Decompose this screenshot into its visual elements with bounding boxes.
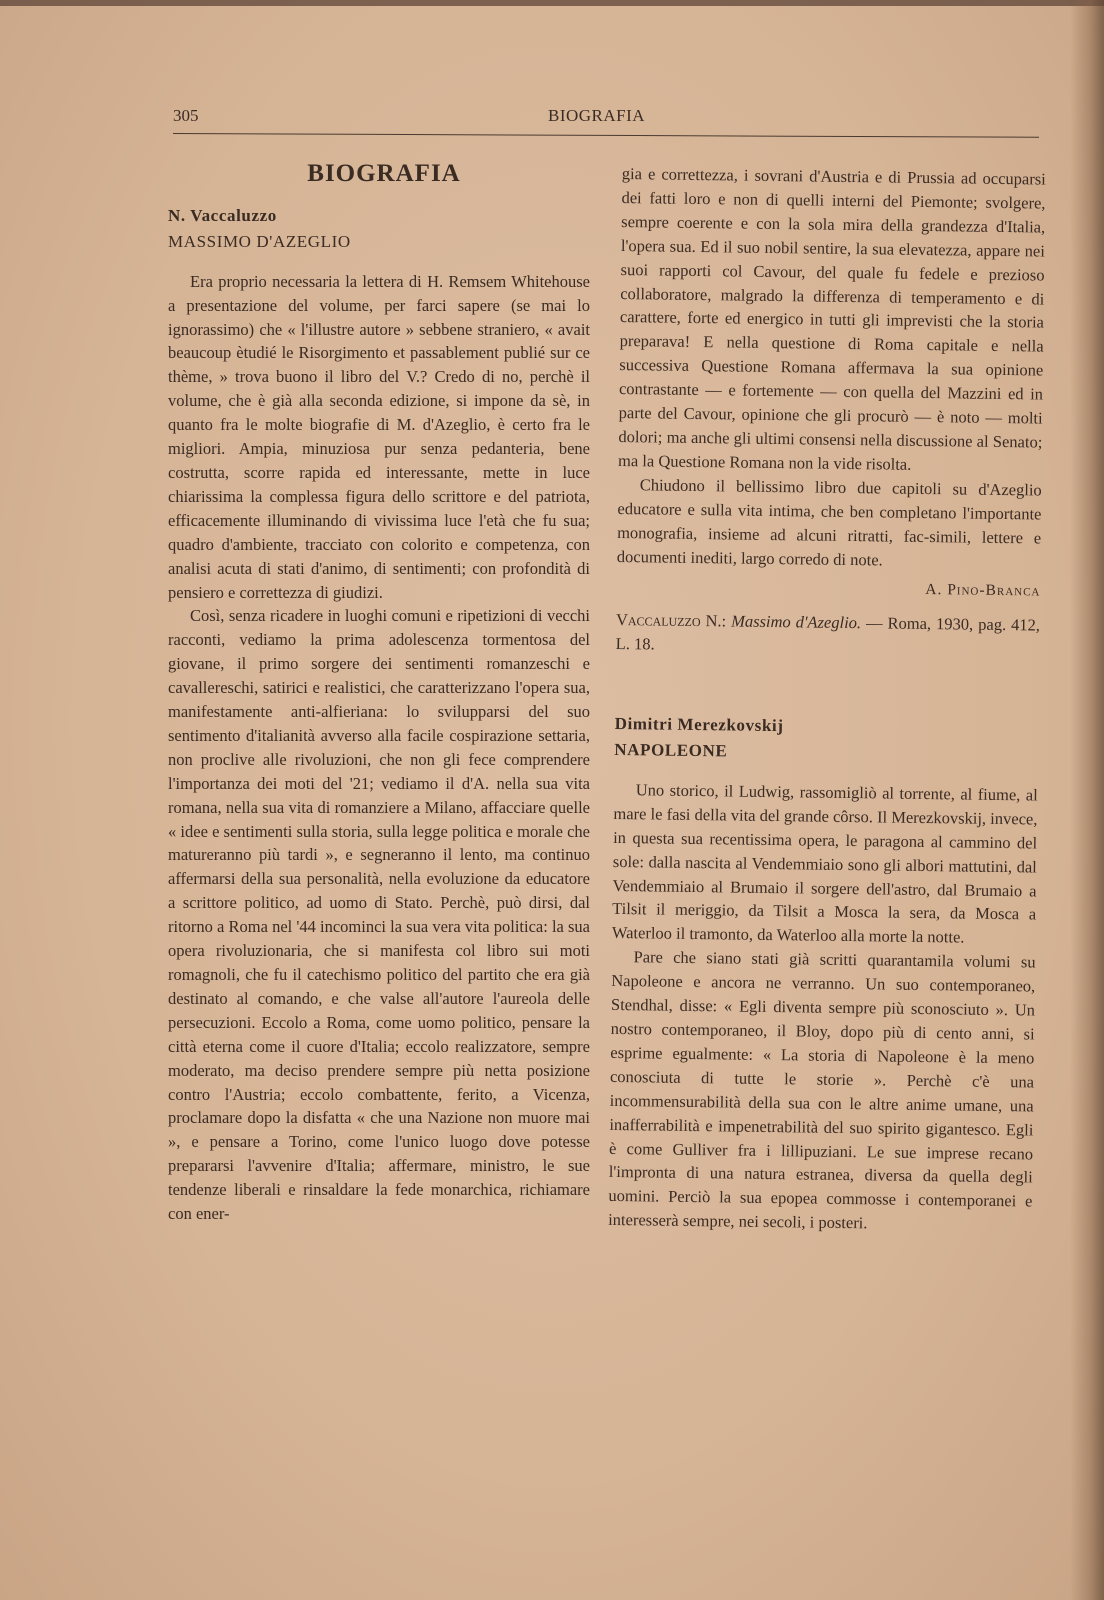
right-column xyxy=(608,162,1046,1238)
reviewer-signature: A. Pino-Branca xyxy=(925,581,1041,600)
review-paragraph: gia e correttezza, i sovrani d'Austria e di Prussia ad occuparsi dei fatti loro e non di quelli interni del Piemonte; svolgere, sempre coerente e con la sola mira della grandezza d'Italia, l'opera sua. Ed il suo nobil sentire, la sua elevatezza, appare nei suoi rapporti col Cavour, del quale fu fedele e prezioso collaboratore, malgrado la differenza di temperamento e di carattere, forte ed energico in tutti gli imprevisti che la storia preparava! E nella questione di Roma capitale e nella successiva Questione Romana affermava la sua opinione contrastante — e fortemente — con quella del Mazzini ed in parte del Cavour, opinione che gli procurò — è noto — molti dolori; ma anche gli ultimi consensi nella discussione al Senato; ma la Questione Romana non la vide risolta. xyxy=(617,163,1046,474)
running-header xyxy=(173,104,1039,134)
left-column xyxy=(168,162,590,1226)
reference-details: — Roma, 1930, pag. 412, L. 18. xyxy=(615,613,1041,654)
review-paragraph: Così, senza ricadere in luoghi comuni e ripetizioni di vecchi racconti, vediamo la prima adolescenza tormentosa del giovane, il primo sorgere dei sentimenti romanzeschi e cavallereschi, satirici e realistici, che caratterizzano l'opera sua, manifestamente anti-alfieriana: lo svilupparsi del suo sentimento d'italianità avverso alla facile cospirazione settaria, non proclive alle rivoluzioni, che non gli fece comprendere l'importanza dei moti del '21; vediamo il d'A. nella sua vita romana, nella sua vita di romanziere a Milano, affacciare quelle « idee e sentimenti sulla storia, sulla legge politica e morale che matureranno più tardi », e segneranno il lento, ma continuo affermarsi della sua personalità, nella evoluzione da educatore a scrittore politico, ad uomo di Stato. Perchè, può dirsi, dal ritorno a Roma nel '44 incominci la sua vera vita politica: la sua opera rivoluzionaria, che si manifesta col libro sui moti romagnoli, che fu il catechismo politico del partito che era già destinato al comando, e che valse all'autore l'aureola delle persecuzioni. Eccolo a Roma, come uomo politico, pensare la città eterna come il cuore d'Italia; eccolo realizzatore, sempre moderato, ma deciso prendere sempre più netta posizione contro l'Austria; eccolo combattente, ferito, a Vicenza, proclamare dopo la disfatta « che una Nazione non muore mai », e pensare a Torino, come l'unico luogo dove potesse prepararsi l'avvenire d'Italia; affermare, ministro, le sue tendenze liberali e rinsaldare la fede monarchica, richiamare con ener- xyxy=(168,606,590,1224)
review-book-title: NAPOLEONE xyxy=(614,739,728,761)
page-binding-shadow xyxy=(1070,0,1104,1600)
section-title: BIOGRAFIA xyxy=(307,160,461,187)
review-paragraph: Uno storico, il Ludwig, rassomigliò al torrente, al fiume, al mare le fasi della vita del grande côrso. Il Merezkovskij, invece, in questa sua recentissima opera, le paragona al cammino del sole: dalla nascita al Vendemmiaio sono gli albori mattutini, dal Vendemmiaio al Brumaio il sorgere dell'astro, dal Brumaio a Tilsit il meriggio, da Tilsit a Mosca la sera, da Mosca a Waterloo il tramonto, da Waterloo alla morte la notte. xyxy=(611,780,1038,947)
review-paragraph: Era proprio necessaria la lettera di H. Remsem Whitehouse a presentazione del volume, per farci sapere (se mai lo ignorassimo) che « l'illustre autore » sebbene straniero, « avait beaucoup ètudié le Risorgimento et passablement publié sur ce thème, » trova buono il libro del V.? Credo di no, perchè il volume, che è già alla seconda edizione, si impone da sè, in quanto fra le molte biografie di M. d'Azeglio, è certo fra le migliori. Ampia, minuziosa pur senza pedanteria, bene costrutta, scorre rapida ed interessante, mette in luce chiarissima la complessa figura dello scrittore e del patriota, efficacemente illuminando di vivissima luce l'età che fu sua; quadro d'ambiente, tracciato con colorito e competenza, con analisi acuta di stati d'animo, di sentimenti; con profondità di pensiero e correttezza di giudizi. xyxy=(168,271,590,602)
review-paragraph: Chiudono il bellissimo libro due capitoli su d'Azeglio educatore e sulla vita intima, che ben completano l'importante monografia, insieme ad alcuni ritratti, fac-simili, lettere e documenti inediti, largo corredo di note. xyxy=(616,475,1042,569)
reference-author: Vaccaluzzo N.: xyxy=(615,610,727,631)
section-spacer xyxy=(615,656,1040,718)
page-top-edge xyxy=(0,0,1104,6)
review-book-title: MASSIMO D'AZEGLIO xyxy=(168,231,351,251)
page-number: 305 xyxy=(173,106,199,125)
running-title: BIOGRAFIA xyxy=(548,106,646,125)
review-author: N. Vaccaluzzo xyxy=(168,205,277,225)
bibliographic-reference xyxy=(616,608,1041,661)
review-author: Dimitri Merezkovskij xyxy=(614,714,784,736)
review-paragraph: Pare che siano stati già scritti quarantamila volumi su Napoleone e ancora ne verranno. Un suo contemporaneo, Stendhal, disse: « Egli diventa sempre più sconosciuto ». Un nostro contemporaneo, il Bloy, dopo più di cento anni, si esprime egualmente: « La storia di Napoleone è la meno conosciuta di tutte le storie ». Perchè c'è una incommensurabilità della sua con le altre anime umane, una inafferrabilità e impenetrabilità del suo spirito gigantesco. Egli è come Gulliver fra i lillipuziani. Le sue imprese recano l'impronta di una natura estranea, diversa da quella degli uomini. Perciò la sua epopea commosse i contemporanei e interesserà sempre, nei secoli, i posteri. xyxy=(608,947,1036,1233)
reference-title: Massimo d'Azeglio. xyxy=(731,611,862,633)
